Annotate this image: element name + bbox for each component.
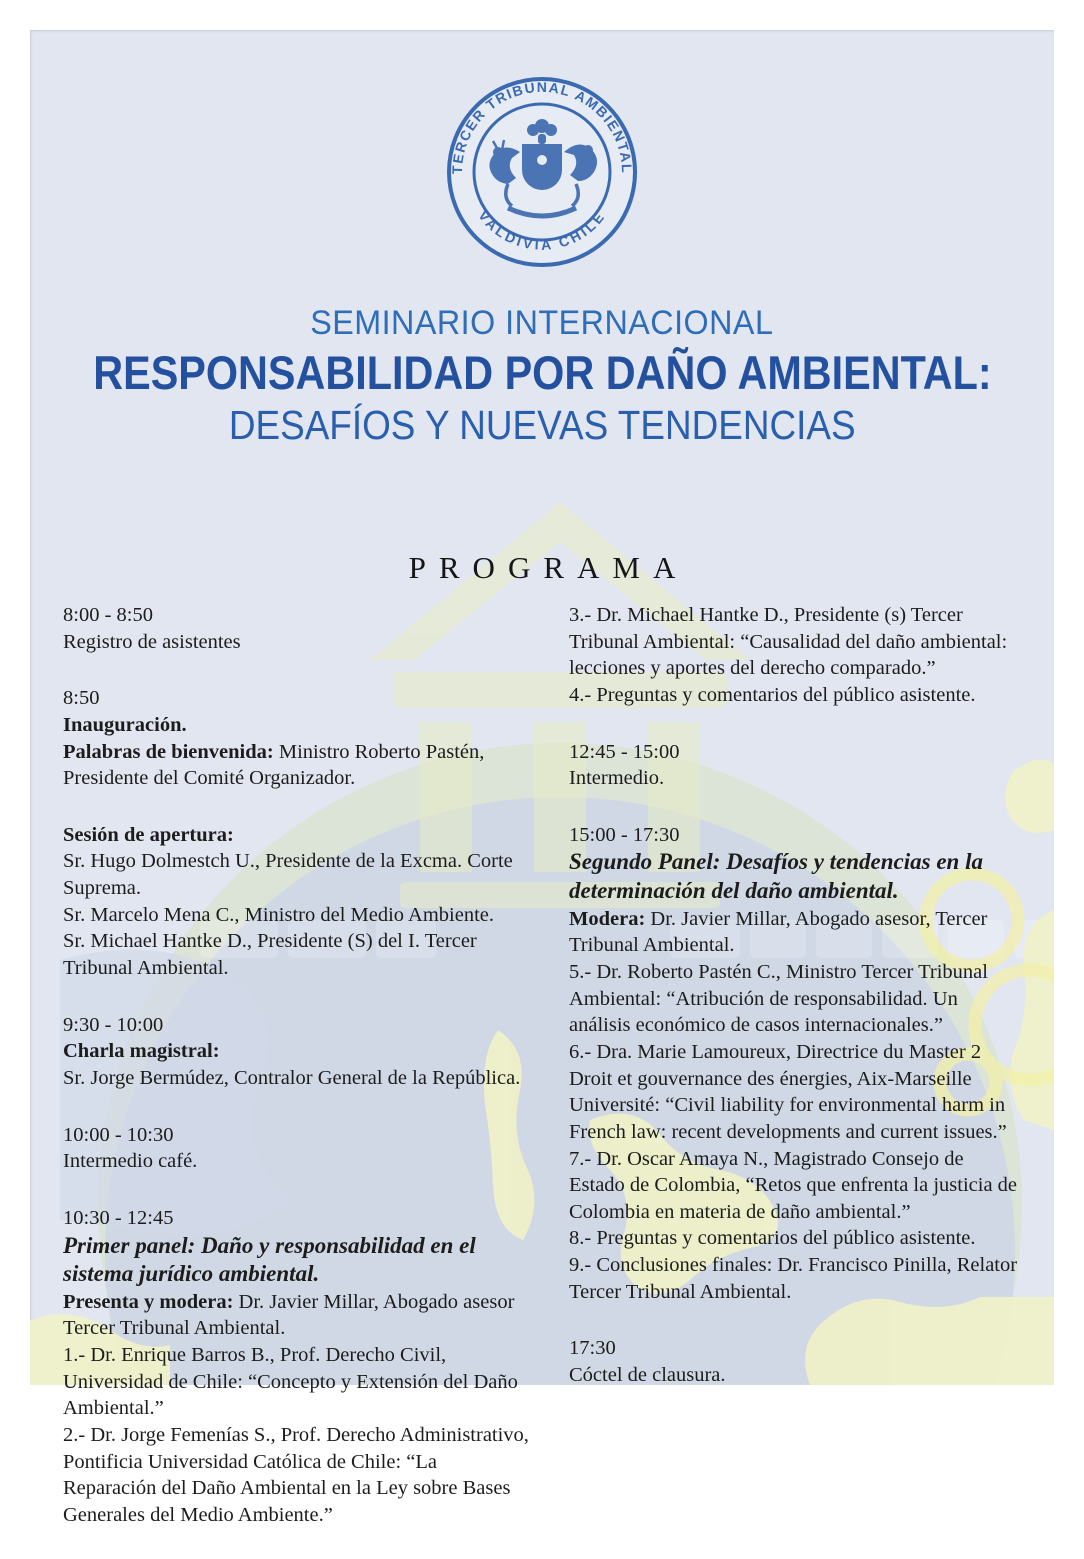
seal-top-textpath: TERCER TRIBUNAL AMBIENTAL xyxy=(448,78,636,175)
page-title-row xyxy=(30,346,1054,400)
program-label: Modera: xyxy=(569,907,646,930)
program-text: 17:30 xyxy=(569,1337,616,1360)
program-text: 9.- Conclusiones finales: Dr. Francisco Pinilla, Relator Tercer Tribunal Ambiental. xyxy=(569,1254,1018,1303)
program-label: Palabras de bienvenida: xyxy=(63,740,274,763)
header xyxy=(30,306,1054,447)
program-block xyxy=(63,1122,529,1175)
program-text: Sr. Michael Hantke D., Presidente (S) del I. Tercer Tribunal Ambiental. xyxy=(63,930,477,980)
program-text: Dr. Javier Millar, Abogado asesor Tercer Tribunal Ambiental. xyxy=(63,1290,515,1340)
program-text: 2.- Dr. Jorge Femenías S., Prof. Derecho Administrativo, Pontificia Universidad Católica de Chile: “La Reparación del Daño Ambiental en la Ley sobre Bases Generales del Medio Ambiente.” xyxy=(63,1424,529,1526)
seal-graphic xyxy=(444,74,640,270)
program-block xyxy=(63,602,529,655)
program-block xyxy=(63,822,529,982)
panel-title: Primer panel: Daño y responsabilidad en el sistema jurídico ambiental. xyxy=(63,1232,476,1287)
program-text: 9:30 - 10:00 xyxy=(63,1013,164,1036)
program-text: Dr. Javier Millar, Abogado asesor, Tercer Tribunal Ambiental. xyxy=(569,907,988,957)
program-text: 10:30 - 12:45 xyxy=(63,1206,174,1229)
program-text: 1.- Dr. Enrique Barros B., Prof. Derecho Civil, Universidad de Chile: “Concepto y Extensión del Daño Ambiental.” xyxy=(63,1344,518,1420)
program-text: 8:50 xyxy=(63,687,100,710)
program-text: Registro de asistentes xyxy=(63,630,241,653)
seal-bottom-textpath: VALDIVIA CHILE xyxy=(475,207,609,253)
program-text: Ministro Roberto Pastén, Presidente del Comité Organizador. xyxy=(63,740,485,790)
seminar-kicker: SEMINARIO INTERNACIONAL xyxy=(310,304,774,342)
program-text: 4.- Preguntas y comentarios del público asistente. xyxy=(569,683,976,706)
page-title: RESPONSABILIDAD POR DAÑO AMBIENTAL: xyxy=(92,346,992,400)
program-text: 7.- Dr. Oscar Amaya N., Magistrado Consejo de Estado de Colombia, “Retos que enfrenta la justicia de Colombia en materia de daño ambiental.” xyxy=(569,1147,1018,1223)
panel-title: Segundo Panel: Desafíos y tendencias en la determinación del daño ambiental. xyxy=(569,849,983,904)
program-block xyxy=(63,1012,529,1092)
program-block xyxy=(63,685,529,792)
program-label: Inauguración. xyxy=(63,713,187,736)
page-subtitle: DESAFÍOS Y NUEVAS TENDENCIAS xyxy=(228,402,856,449)
program-text: 5.- Dr. Roberto Pastén C., Ministro Tercer Tribunal Ambiental: “Atribución de responsabilidad. Un análisis económico de casos internacionales.” xyxy=(569,961,988,1037)
program-columns xyxy=(63,602,1030,1559)
poster xyxy=(30,30,1054,1526)
program-block xyxy=(569,822,1024,1306)
program-block xyxy=(63,1205,529,1529)
program-text: 8:00 - 8:50 xyxy=(63,604,153,626)
programa-heading: PROGRAMA xyxy=(408,550,689,585)
page-subtitle-row xyxy=(30,404,1054,447)
program-column-right xyxy=(569,602,1024,1559)
program-text: 6.- Dra. Marie Lamoureux, Directrice du Master 2 Droit et gouvernance des énergies, Aix-Marseille Université: “Civil liability for environmental harm in French law: recent developments and current issues.” xyxy=(569,1040,1007,1143)
program-text: 15:00 - 17:30 xyxy=(569,823,680,846)
program-text: Intermedio café. xyxy=(63,1150,198,1173)
program-text: 8.- Preguntas y comentarios del público asistente. xyxy=(569,1227,976,1250)
program-block xyxy=(569,602,1024,709)
program-text: Intermedio. xyxy=(569,767,665,790)
seminar-kicker-row xyxy=(30,306,1054,341)
program-text: Sr. Jorge Bermúdez, Contralor General de la República. xyxy=(63,1066,521,1089)
program-block xyxy=(569,739,1024,792)
program-text: Sr. Hugo Dolmestch U., Presidente de la Excma. Corte Suprema. xyxy=(63,850,513,900)
program-text: 12:45 - 15:00 xyxy=(569,740,680,763)
program-text: 3.- Dr. Michael Hantke D., Presidente (s) Tercer Tribunal Ambiental: “Causalidad del daño ambiental: lecciones y aportes del derecho comparado.” xyxy=(569,604,1008,680)
program-block xyxy=(569,1335,1024,1388)
program-text: Cóctel de clausura. xyxy=(569,1364,726,1387)
program-column-left xyxy=(63,602,529,1559)
program-text: 10:00 - 10:30 xyxy=(63,1123,174,1146)
program-text: Sr. Marcelo Mena C., Ministro del Medio Ambiente. xyxy=(63,903,495,926)
program-label: Presenta y modera: xyxy=(63,1290,234,1313)
program-label: Sesión de apertura: xyxy=(63,823,234,846)
tribunal-seal xyxy=(444,74,640,275)
program-label: Charla magistral: xyxy=(63,1040,220,1063)
